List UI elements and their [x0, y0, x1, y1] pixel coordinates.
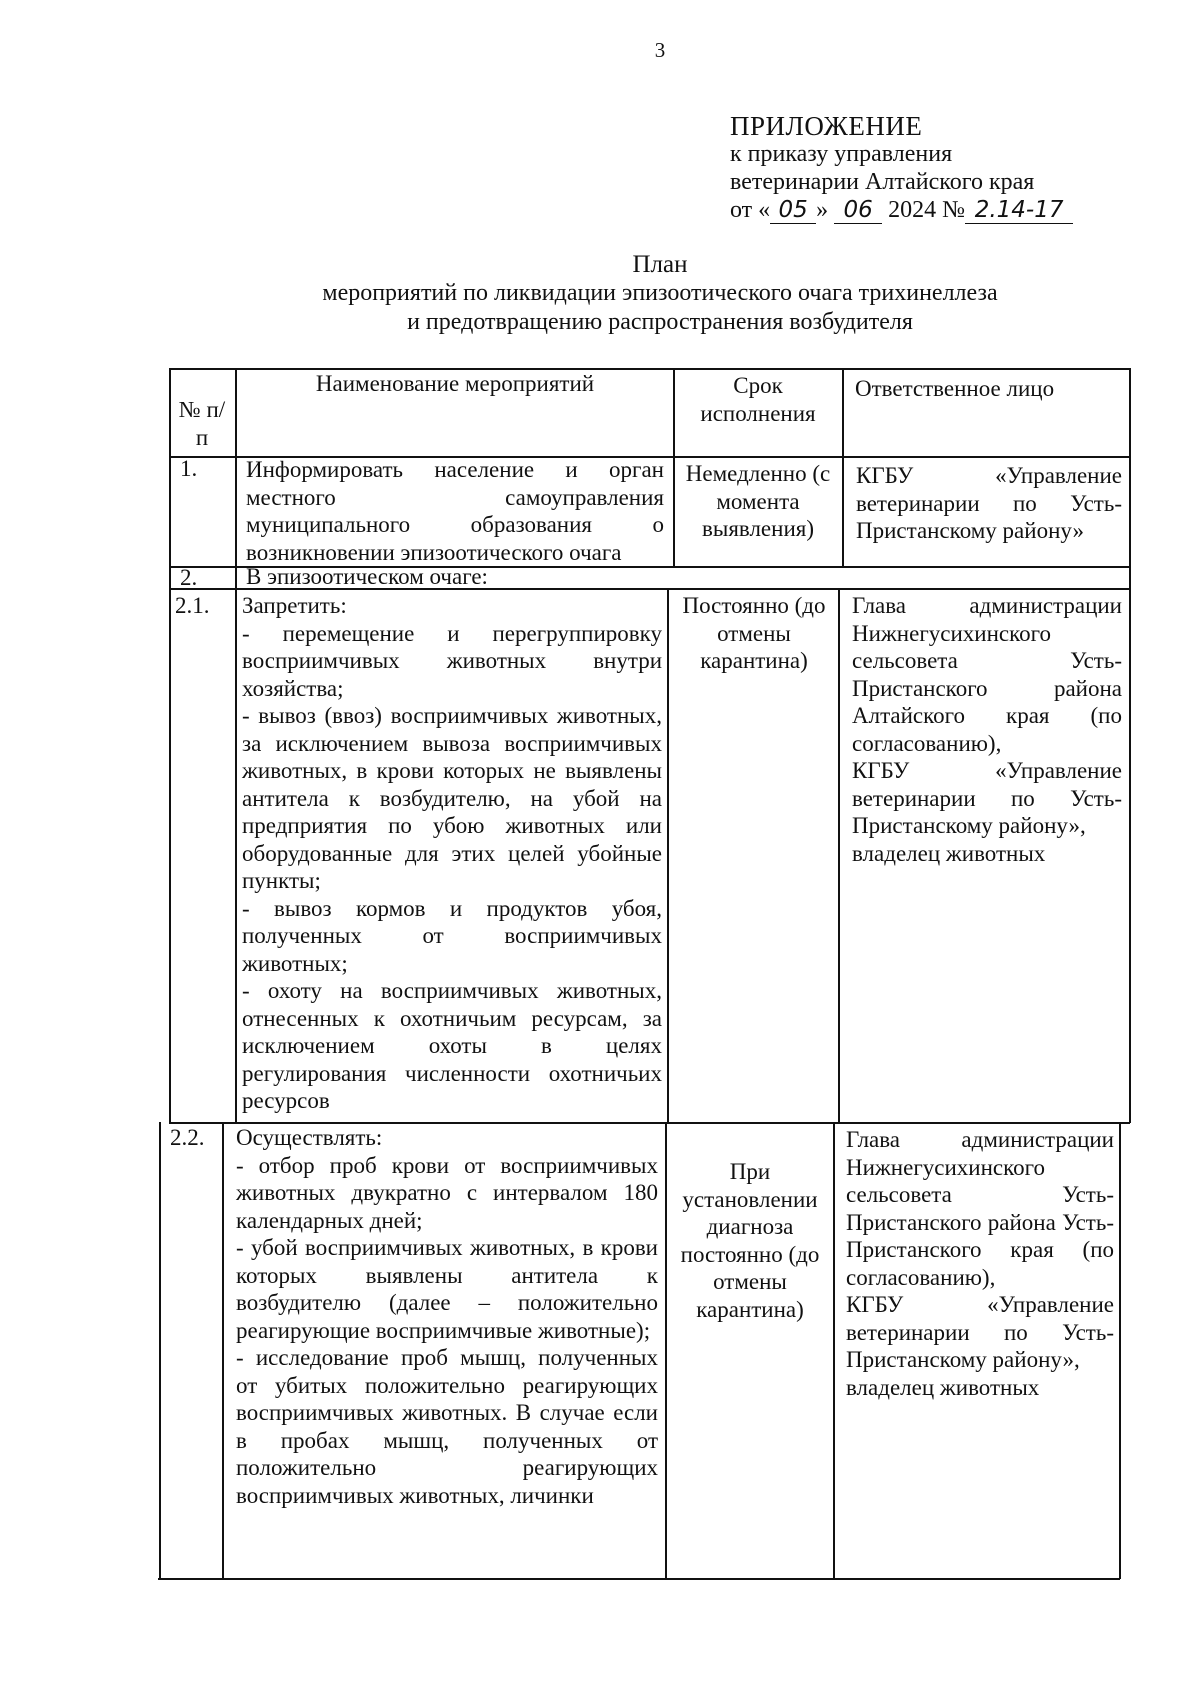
row-2-1-name: Запретить: - перемещение и перегруппировку восприимчивых животных внутри хозяйства; - вывоз (ввоз) восприимчивых животных, за исключением вывоза восприимчивых животных, в крови которых не выявлены антитела к возбудителю, на убой на предприятия по убою животных или оборудованные для этих целей убойные пункты; - вывоз кормов и продуктов убоя, полученных от восприимчивых животных; - охоту на восприимчивых животных, отнесенных к охотничьим ресурсам, за исключением охоты в целях регулирования численности охотничьих ресурсов — [242, 593, 662, 1113]
plan-subtitle-2: и предотвращению распространения возбудителя — [407, 309, 913, 335]
header-name: Наименование мероприятий — [315, 371, 595, 396]
row-2-1-term: Постоянно (до отмены карантина) — [682, 593, 826, 673]
col-divider-2-top — [673, 368, 675, 567]
col-divider-3-mid — [838, 588, 840, 1123]
appendix-line-2: ветеринарии Алтайского края — [730, 169, 1035, 195]
header-term: Срок исполнения — [700, 373, 816, 426]
page-number: 3 — [654, 38, 666, 62]
col-divider-2-lower — [665, 1122, 667, 1579]
row-2-num: 2. — [180, 565, 198, 590]
plan-title: План — [632, 251, 688, 278]
plan-title-block — [0, 250, 1200, 337]
appendix-date-line — [730, 196, 1073, 224]
row-1-term: Немедленно (с момента выявления) — [685, 461, 831, 541]
row-2-name: В эпизоотическом очаге: — [246, 564, 488, 589]
row-1-name: Информировать население и орган местного самоуправления муниципального образования о возникновении эпизоотического очага — [246, 457, 664, 565]
row-2-1-num: 2.1. — [175, 593, 210, 618]
date-year: 2024 № — [882, 197, 966, 223]
appendix-title: ПРИЛОЖЕНИЕ — [730, 111, 923, 141]
row-1-responsible: КГБУ «Управление ветеринарии по Усть-Пристанскому району» — [856, 463, 1122, 543]
col-divider-3-lower — [833, 1122, 835, 1579]
date-month: 06 — [834, 197, 882, 224]
col-divider-1-lower — [222, 1122, 224, 1579]
col-divider-1-upper — [235, 368, 237, 1123]
row-2-2-name: Осуществлять: - отбор проб крови от восприимчивых животных двукратно с интервалом 180 календарных дней; - убой восприимчивых животных, в крови которых выявлены антитела к возбудителю (далее – положительно реагирующие восприимчивые животные); - исследование проб мышц, полученных от убитых положительно реагирующих восприимчивых животных. В случае если в пробах мышц, полученных от положительно реагирующих восприимчивых животных, личинки — [236, 1125, 658, 1508]
header-num: № п/п — [178, 397, 226, 450]
date-prefix: от « — [730, 197, 771, 223]
row-2-2-responsible: Глава администрации Нижнегусихинского сельсовета Усть-Пристанского района Усть-Пристанского края (по согласованию), КГБУ «Управление ветеринарии по Усть-Пристанскому району», владелец животных — [846, 1127, 1114, 1400]
row-1-num: 1. — [180, 456, 198, 481]
row-2-2-term: При установлении диагноза постоянно (до отмены карантина) — [680, 1159, 820, 1322]
row-2-1-responsible: Глава администрации Нижнегусихинского сельсовета Усть-Пристанского района Алтайского края (по согласованию), КГБУ «Управление ветеринарии по Усть-Пристанскому району», владелец животных — [852, 593, 1122, 866]
date-day: 05 — [770, 197, 816, 224]
col-divider-3-top — [842, 368, 844, 567]
plan-subtitle-1: мероприятий по ликвидации эпизоотического очага трихинеллеза — [322, 280, 998, 306]
col-divider-2-mid — [667, 588, 669, 1123]
appendix-header — [730, 112, 1073, 224]
table-border-right-lower — [1119, 1122, 1121, 1579]
row-2-2-num: 2.2. — [170, 1125, 205, 1150]
table-border-left-upper — [169, 368, 171, 1123]
header-responsible: Ответственное лицо — [855, 376, 1055, 401]
table-border-right-upper — [1129, 368, 1131, 1123]
table-border-bottom — [158, 1578, 1120, 1580]
appendix-line-1: к приказу управления — [730, 141, 953, 167]
order-number: 2.14-17 — [965, 197, 1073, 224]
date-mid: » — [816, 197, 829, 223]
table-border-left-lower — [159, 1122, 161, 1579]
